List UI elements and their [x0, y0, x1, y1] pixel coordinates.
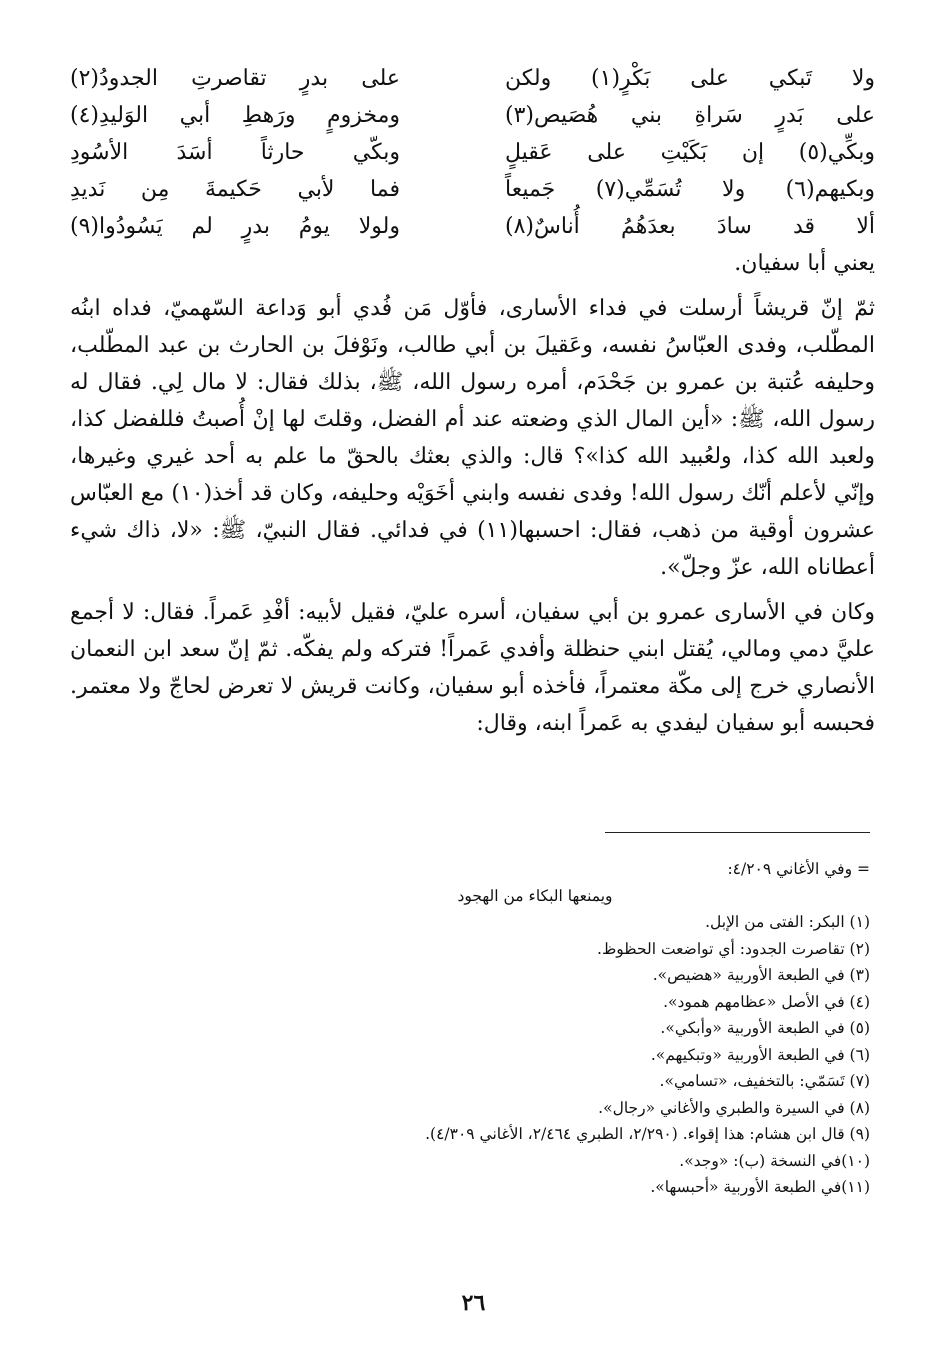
footnote: (٦) في الطبعة الأوربية «وتبكيهم».: [650, 1045, 870, 1064]
footnote: (٨) في السيرة والطبري والأغاني «رجال».: [598, 1098, 870, 1117]
verse-second-hemistich: ولولا يومُ بدرٍ لم يَسُودُوا(٩): [70, 214, 400, 239]
poem-verse-row: [70, 134, 875, 171]
footnote: (٥) في الطبعة الأوربية «وأبكي».: [660, 1019, 870, 1037]
page-number: ٢٦: [461, 1290, 486, 1316]
footnote: (٢) تقاصرت الجدود: أي تواضعت الحظوظ.: [597, 939, 870, 958]
verse-second-hemistich: فما لأبي حَكيمةَ مِن نَديدِ: [70, 177, 400, 202]
verse-first-hemistich: ألا قد سادَ بعدَهُمُ أُناسٌ(٨): [505, 214, 875, 239]
footnote: (١٠)في النسخة (ب): «وجد».: [679, 1151, 870, 1170]
footnote: (١) البكر: الفتى من الإبل.: [705, 913, 870, 931]
main-text: [70, 60, 875, 742]
verse-second-hemistich: ومخزومٍ ورَهطِ أبي الوَليدِ(٤): [70, 103, 400, 128]
footnote: (٤) في الأصل «عظامهم همود».: [663, 992, 870, 1011]
footnote: (٧) تَسَمّي: بالتخفيف، «تسامي».: [659, 1072, 870, 1090]
footnote-continuation: = وفي الأغاني ٤/٢٠٩:: [727, 860, 870, 878]
verse-first-hemistich: ولا تَبكي على بَكْرٍ(١) ولكن: [505, 66, 875, 91]
verse-first-hemistich: على بَدرٍ سَراةِ بني هُصَيص(٣): [505, 103, 875, 128]
paragraph-text: ثمّ إنّ قريشاً أرسلت في فداء الأسارى، فأوّل مَن فُدي أبو وَداعة السّهميّ، فداه ابنُه المطّلب، وفدى العبّاسُ نفسه، وعَقيلَ بن أبي طالب، ونَوْفلَ بن الحارث بن عبد المطّلب، وحليفه عُتبة بن عمرو بن جَحْدَم، أمره رسول الله، ﷺ، بذلك فقال: لا مال لِي. فقال له رسول الله، ﷺ: «أين المال الذي وضعته عند أم الفضل، وقلتَ لها إنْ أُصبتُ فللفضل كذا، ولعبد الله كذا، ولعُبيد الله كذا»؟ قال: والذي بعثك بالحقّ ما علم به أحد غيري وغيرها، وإنّي لأعلم أنّك رسول الله! وفدى نفسه وابني أخَوَيْه وحليفه، وكان قد أخذ(١٠) مع العبّاس عشرون أوقية من ذهب، فقال: احسبها(١١) في فدائي. فقال النبيّ، ﷺ: «لا، ذاك شيء أعطاناه الله، عزّ وجلّ».: [70, 296, 875, 580]
footnote: (٣) في الطبعة الأوربية «هضيص».: [652, 966, 870, 984]
footnotes: [70, 856, 870, 1201]
footnote: (١١)في الطبعة الأوربية «أحبسها».: [650, 1178, 870, 1196]
paragraph-ransom: [70, 290, 875, 586]
verse-first-hemistich: وبكيهم(٦) ولا تُسَمِّي(٧) جَميعاً: [505, 177, 875, 202]
after-poem-line: يعني أبا سفيان.: [734, 251, 875, 276]
poem-verse-row: [70, 60, 875, 97]
footnote-divider: [605, 832, 870, 833]
poem: [70, 60, 875, 245]
poem-verse-row: [70, 208, 875, 245]
paragraph-text: وكان في الأسارى عمرو بن أبي سفيان، أسره عليّ، فقيل لأبيه: أفْدِ عَمراً. فقال: لا أجمع عليَّ دمي ومالي، يُقتل ابني حنظلة وأفدي عَمراً! فتركه ولم يفكّه. ثمّ إنّ سعد ابن النعمان الأنصاري خرج إلى مكّة معتمراً، فأخذه أبو سفيان، وكانت قريش لا تعرض لحاجّ ولا معتمر. فحبسه أبو سفيان ليفدي به عَمراً ابنه، وقال:: [70, 600, 875, 736]
verse-second-hemistich: على بدرٍ تقاصرتِ الجدودُ(٢): [70, 66, 400, 91]
paragraph-amr: [70, 594, 875, 742]
footnote: (٩) قال ابن هشام: هذا إقواء. (٢/٢٩٠، الطبري ٢/٤٦٤، الأغاني ٤/٣٠٩).: [425, 1125, 870, 1143]
poem-verse-row: [70, 171, 875, 208]
verse-second-hemistich: وبكّي حارثاً أسَدَ الأسُودِ: [70, 140, 400, 165]
poem-verse-row: [70, 97, 875, 134]
footnote-verse: ويمنعها البكاء من الهجود: [457, 886, 613, 905]
verse-first-hemistich: وبكِّي(٥) إن بَكَيْتِ على عَقيلٍ: [505, 140, 875, 165]
